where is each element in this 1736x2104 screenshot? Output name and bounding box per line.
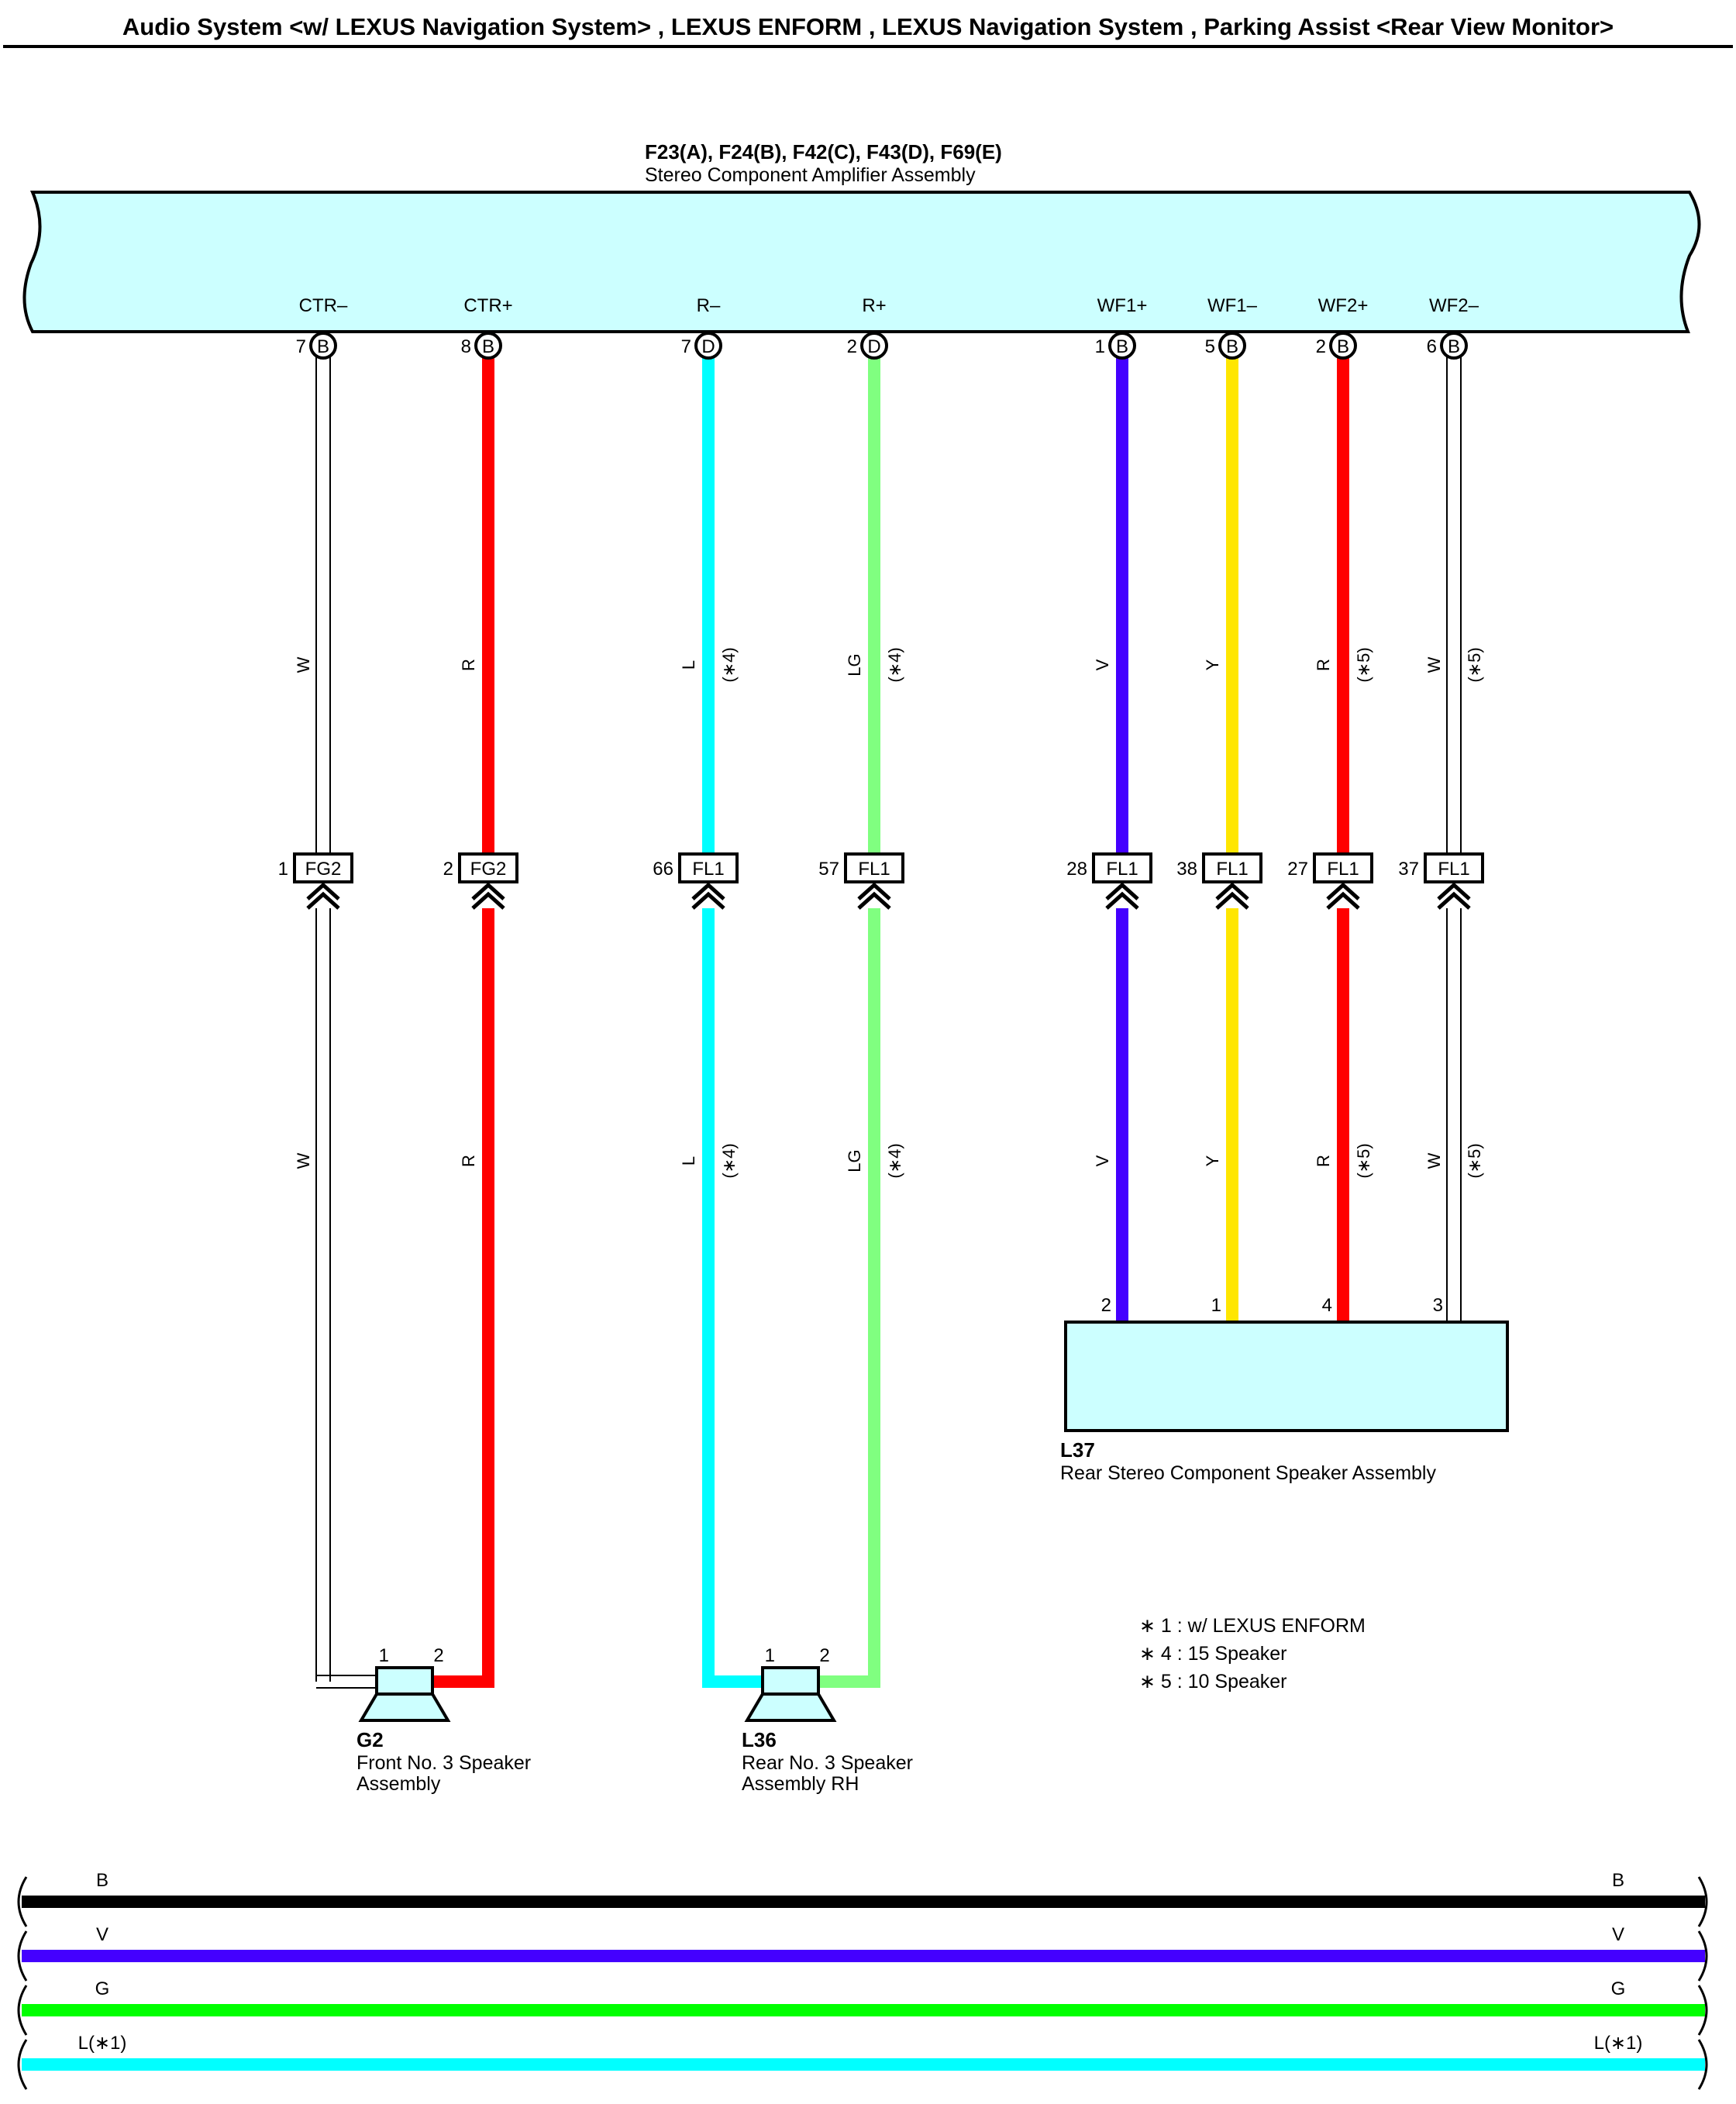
amp-terminal-name: WF2– [1428,295,1479,316]
junction-chevron [859,885,890,908]
wire-color-label-upper: W [294,656,313,673]
wire-1 [278,295,352,1682]
amp-terminal-name: CTR+ [463,295,513,316]
legend-label-left: B [95,1870,109,1891]
wire-color-label-upper: L [679,659,698,670]
wire-color-label-lower: V [1093,1155,1112,1167]
wire-note-upper: (∗5) [1354,647,1373,683]
amplifier-connectors: F23(A), F24(B), F42(C), F43(D), F69(E) [645,140,1002,164]
speaker-l36-code: L36 [742,1728,777,1751]
rear-assembly-code: L37 [1060,1438,1095,1462]
junction-chevron [693,885,724,908]
wire-5 [1066,295,1151,1322]
rear-assembly-pin: 3 [1432,1295,1443,1316]
wire-color-label-lower: R [1314,1155,1333,1167]
wire-note-lower: (∗5) [1465,1143,1484,1179]
amp-pin-number: 7 [295,336,306,357]
junction-chevron [1438,885,1469,908]
junction-connector-label: FL1 [1106,859,1138,880]
wire-segment-upper [1447,356,1461,852]
speakers-layer [316,1645,880,1720]
amp-terminal-name: WF1– [1207,295,1258,316]
speaker-g2-name-line1: Front No. 3 Speaker [356,1752,532,1774]
wire-color-label-upper: V [1093,659,1112,671]
amp-connector-letter: D [867,336,881,357]
wire-note-upper: (∗4) [719,647,739,683]
legend-layer [19,1870,1707,2089]
amp-connector-letter: B [1447,336,1461,357]
amp-pin-number: 2 [846,336,857,357]
amp-pin-number: 5 [1204,336,1215,357]
wire-color-label-upper: Y [1203,659,1222,671]
speaker-pin-1: 1 [764,1645,775,1666]
legend-label-right: G [1610,1978,1626,1999]
junction-pin-number: 38 [1176,859,1197,880]
speaker-pin-1: 1 [378,1645,389,1666]
wire-8 [1398,295,1484,1322]
amp-pin-number: 6 [1426,336,1437,357]
legend-line-3 [19,1978,1707,2035]
junction-connector-label: FG2 [305,859,342,880]
wire-2 [443,295,517,1682]
junction-connector-label: FL1 [692,859,725,880]
junction-connector-label: FL1 [1438,859,1470,880]
amp-connector-letter: B [1336,336,1350,357]
amp-pin-number: 2 [1315,336,1326,357]
note-4: ∗ 4 : 15 Speaker [1139,1643,1287,1665]
junction-chevron [1328,885,1359,908]
speaker-magnet [377,1668,432,1694]
rear-assembly-pin: 2 [1100,1295,1111,1316]
speaker-l36-name-line1: Rear No. 3 Speaker [742,1752,913,1774]
wire-note-lower: (∗5) [1354,1143,1373,1179]
wire-color-label-lower: LG [845,1149,864,1173]
junction-pin-number: 66 [653,859,673,880]
diagram-title: Audio System <w/ LEXUS Navigation System> , LEXUS ENFORM , LEXUS Navigation System , Parking Assist <Rear View Monitor> [122,13,1614,40]
speaker-g2-name-line2: Assembly [356,1773,441,1795]
wire-segment-upper [316,356,330,852]
amp-pin-number: 7 [680,336,691,357]
junction-pin-number: 27 [1287,859,1308,880]
junction-pin-number: 57 [818,859,839,880]
wire-color-label-lower: R [459,1155,478,1167]
legend-label-left: L(∗1) [78,2033,127,2054]
legend-label-left: V [95,1924,109,1945]
speaker-cone [361,1694,448,1720]
amp-terminal-name: CTR– [298,295,348,316]
junction-pin-number: 1 [277,859,288,880]
wire-note-upper: (∗4) [885,647,904,683]
junction-pin-number: 28 [1066,859,1087,880]
amp-pin-number: 8 [460,336,471,357]
amp-terminal-name: WF1+ [1097,295,1148,316]
wire-7 [1287,295,1373,1322]
wire-color-label-upper: LG [845,653,864,677]
amp-connector-letter: B [481,336,495,357]
note-1: ∗ 1 : w/ LEXUS ENFORM [1139,1615,1366,1637]
wire-segment-lower [1447,908,1461,1322]
junction-connector-label: FL1 [1327,859,1359,880]
amp-terminal-name: R– [696,295,721,316]
speaker-pin-2: 2 [433,1645,444,1666]
legend-label-left: G [95,1978,110,1999]
amp-terminal-name: R+ [862,295,887,316]
wire-color-label-upper: R [459,659,478,671]
note-5: ∗ 5 : 10 Speaker [1139,1671,1287,1692]
wire-4 [818,295,904,1682]
junction-chevron [473,885,504,908]
rear-assembly-name: Rear Stereo Component Speaker Assembly [1060,1462,1436,1484]
speaker-magnet [763,1668,818,1694]
legend-label-right: V [1611,1924,1625,1945]
wire-color-label-lower: L [679,1155,698,1166]
legend-line-1 [19,1870,1707,1927]
legend-label-right: B [1611,1870,1625,1891]
amplifier-name: Stereo Component Amplifier Assembly [645,164,976,186]
wire-6 [1176,295,1261,1322]
rear-assembly-pin: 1 [1211,1295,1221,1316]
amp-connector-letter: B [1115,336,1129,357]
speaker-g2 [316,1645,494,1720]
wire-color-label-upper: W [1424,656,1444,673]
junction-connector-label: FG2 [470,859,507,880]
junction-pin-number: 2 [443,859,453,880]
speaker-l36 [702,1645,880,1720]
rear-assembly-pin: 4 [1321,1295,1332,1316]
amp-pin-number: 1 [1094,336,1105,357]
wire-color-label-lower: Y [1203,1155,1222,1167]
amp-connector-letter: B [1225,336,1239,357]
junction-chevron [1107,885,1138,908]
rear-speaker-assembly-box [1066,1322,1507,1431]
junction-connector-label: FL1 [1216,859,1249,880]
junction-chevron [308,885,339,908]
wire-note-lower: (∗4) [719,1143,739,1179]
junction-pin-number: 37 [1398,859,1419,880]
legend-label-right: L(∗1) [1593,2033,1643,2054]
legend-line-2 [19,1924,1707,1981]
speaker-pin-2: 2 [819,1645,830,1666]
speaker-cone [747,1694,834,1720]
amp-terminal-name: WF2+ [1318,295,1369,316]
wire-color-label-lower: W [294,1152,313,1169]
wire-3 [653,295,739,1682]
speaker-g2-code: G2 [356,1728,384,1751]
legend-line-4 [19,2033,1707,2089]
wire-segment-lower [316,908,330,1682]
wire-color-label-upper: R [1314,659,1333,671]
amp-connector-letter: B [316,336,330,357]
junction-chevron [1217,885,1248,908]
amp-connector-letter: D [701,336,715,357]
junction-connector-label: FL1 [858,859,890,880]
wire-color-label-lower: W [1424,1152,1444,1169]
wire-note-upper: (∗5) [1465,647,1484,683]
speaker-l36-name-line2: Assembly RH [742,1773,859,1795]
wire-note-lower: (∗4) [885,1143,904,1179]
